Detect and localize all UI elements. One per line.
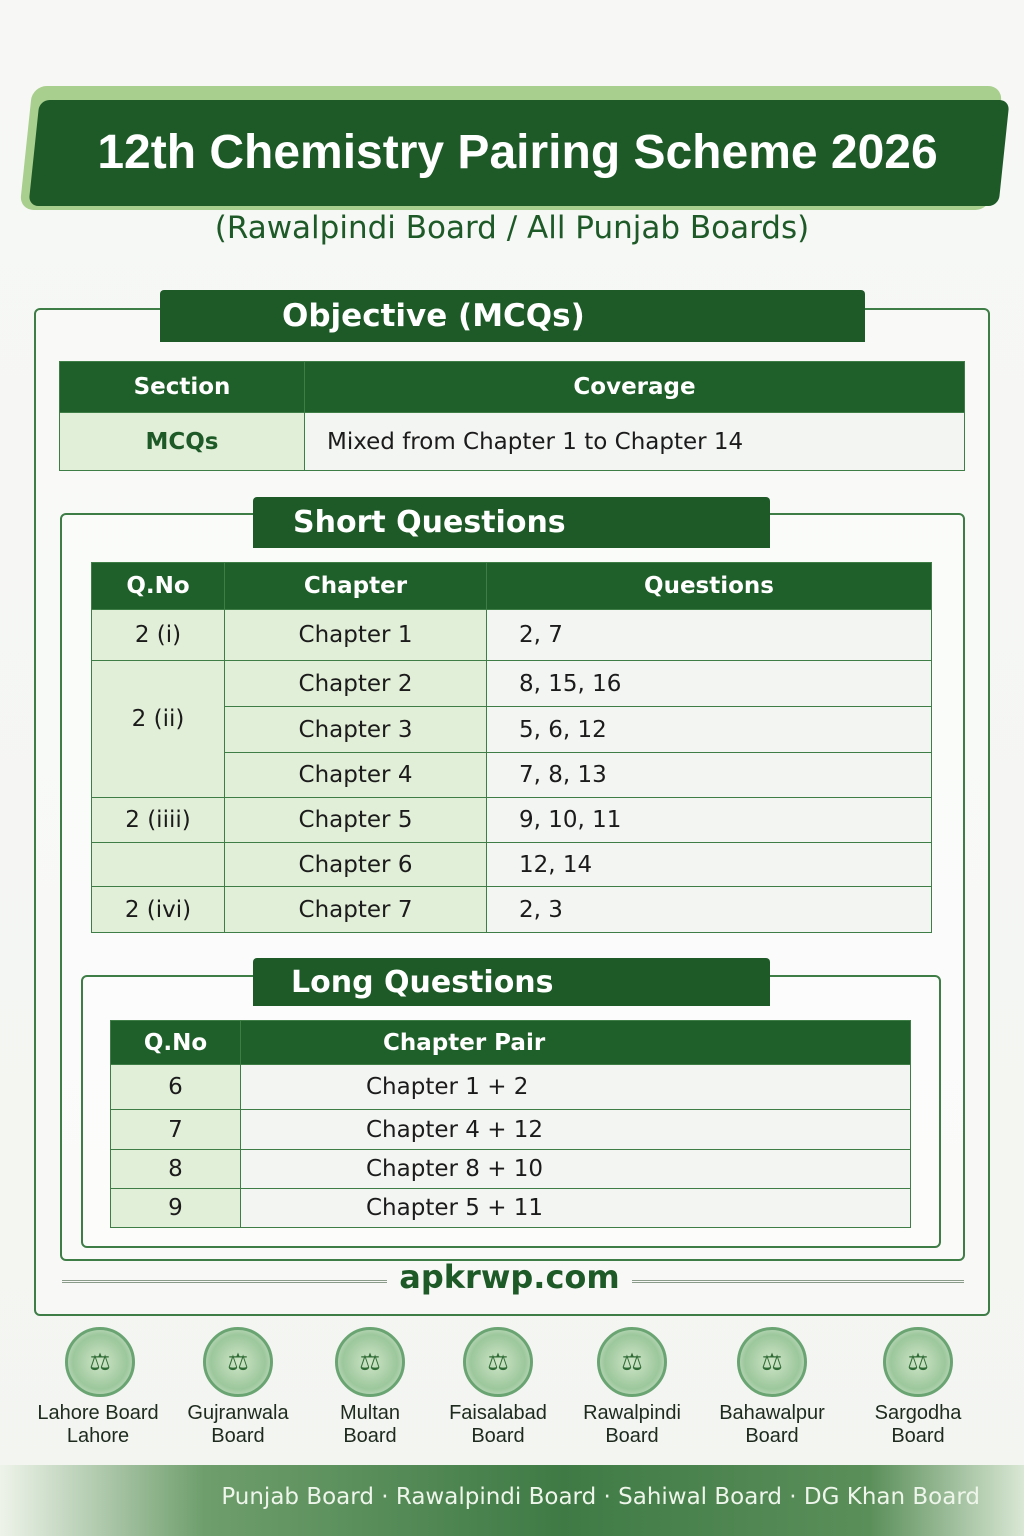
short-questions-heading: Short Questions [253,497,770,548]
chapter-pair-cell: Chapter 8 + 10 [241,1150,911,1189]
questions-cell: 2, 7 [487,610,932,661]
footer-boards-text: Punjab Board · Rawalpindi Board · Sahiwal Board · DG Khan Board [221,1484,980,1510]
table-row [92,843,932,887]
table-row [92,798,932,843]
board-sub: Board [211,1425,265,1447]
chapter-cell: Chapter 4 [225,753,487,798]
board-label [37,1402,158,1448]
chapter-cell: Chapter 5 [225,798,487,843]
board-label [187,1402,288,1448]
chapter-cell: Chapter 6 [225,843,487,887]
board-sub: Board [471,1425,525,1447]
questions-cell: 5, 6, 12 [487,707,932,753]
column-header: Q.No [111,1021,241,1065]
table-row [92,610,932,661]
board-seal-icon: ⚖ [883,1327,953,1397]
qno-cell: 2 (ii) [92,661,225,798]
board-seal-icon: ⚖ [737,1327,807,1397]
chapter-cell: Chapter 3 [225,707,487,753]
page-title: 12th Chemistry Pairing Scheme 2026 [97,126,938,179]
board-sub: Board [343,1425,397,1447]
board-name: Rawalpindi [583,1402,681,1424]
board-name: Multan [339,1402,401,1424]
table-row [111,1189,911,1228]
board-sub: Board [745,1425,799,1447]
board-label [449,1402,547,1448]
table-row [111,1065,911,1110]
board-name: Gujranwala [187,1402,289,1424]
column-header: Questions [487,563,932,610]
table-header-row [92,563,932,610]
board-seal-icon: ⚖ [597,1327,667,1397]
questions-cell: 9, 10, 11 [487,798,932,843]
table-row [60,413,965,471]
divider-right [632,1280,964,1283]
long-questions-heading: Long Questions [253,958,770,1006]
column-header: Chapter Pair [241,1021,911,1065]
board-sub: Board [605,1425,659,1447]
board-sub: Lahore [66,1425,130,1447]
objective-heading: Objective (MCQs) [160,290,865,342]
board-sub: Board [891,1425,945,1447]
table-row [92,887,932,933]
chapter-cell: Chapter 1 [225,610,487,661]
table-row [111,1110,911,1150]
questions-cell: 12, 14 [487,843,932,887]
board-label [719,1402,825,1448]
divider-left [62,1280,387,1283]
board-name: Lahore Board [37,1402,159,1424]
board-seal-icon: ⚖ [463,1327,533,1397]
board-name: Sargodha [874,1402,962,1424]
chapter-pair-cell: Chapter 4 + 12 [241,1110,911,1150]
table-row [92,661,932,707]
section-cell: MCQs [60,413,305,471]
board-label [583,1402,681,1448]
objective-table [59,361,965,471]
board-seal-icon: ⚖ [203,1327,273,1397]
long-questions-table [110,1020,911,1228]
qno-cell: 2 (ivi) [92,887,225,933]
qno-cell: 7 [111,1110,241,1150]
board-label [340,1402,400,1448]
board-seal-icon: ⚖ [65,1327,135,1397]
questions-cell: 8, 15, 16 [487,661,932,707]
table-header-row [60,362,965,413]
qno-cell: 9 [111,1189,241,1228]
short-questions-table [91,562,932,933]
chapter-pair-cell: Chapter 5 + 11 [241,1189,911,1228]
website-link[interactable]: apkrwp.com [399,1258,620,1296]
questions-cell: 7, 8, 13 [487,753,932,798]
qno-cell: 2 (i) [92,610,225,661]
chapter-cell: Chapter 2 [225,661,487,707]
page-subtitle: (Rawalpindi Board / All Punjab Boards) [214,210,810,246]
board-label [875,1402,962,1448]
chapter-cell: Chapter 7 [225,887,487,933]
board-seal-icon: ⚖ [335,1327,405,1397]
column-header: Q.No [92,563,225,610]
qno-cell: 2 (iiii) [92,798,225,843]
table-header-row [111,1021,911,1065]
column-header: Chapter [225,563,487,610]
coverage-cell: Mixed from Chapter 1 to Chapter 14 [305,413,965,471]
qno-cell: 6 [111,1065,241,1110]
chapter-pair-cell: Chapter 1 + 2 [241,1065,911,1110]
board-name: Faisalabad [449,1402,547,1424]
column-header: Section [60,362,305,413]
qno-cell: 8 [111,1150,241,1189]
questions-cell: 2, 3 [487,887,932,933]
table-row [111,1150,911,1189]
board-name: Bahawalpur [719,1402,825,1424]
column-header: Coverage [305,362,965,413]
qno-cell [92,843,225,887]
